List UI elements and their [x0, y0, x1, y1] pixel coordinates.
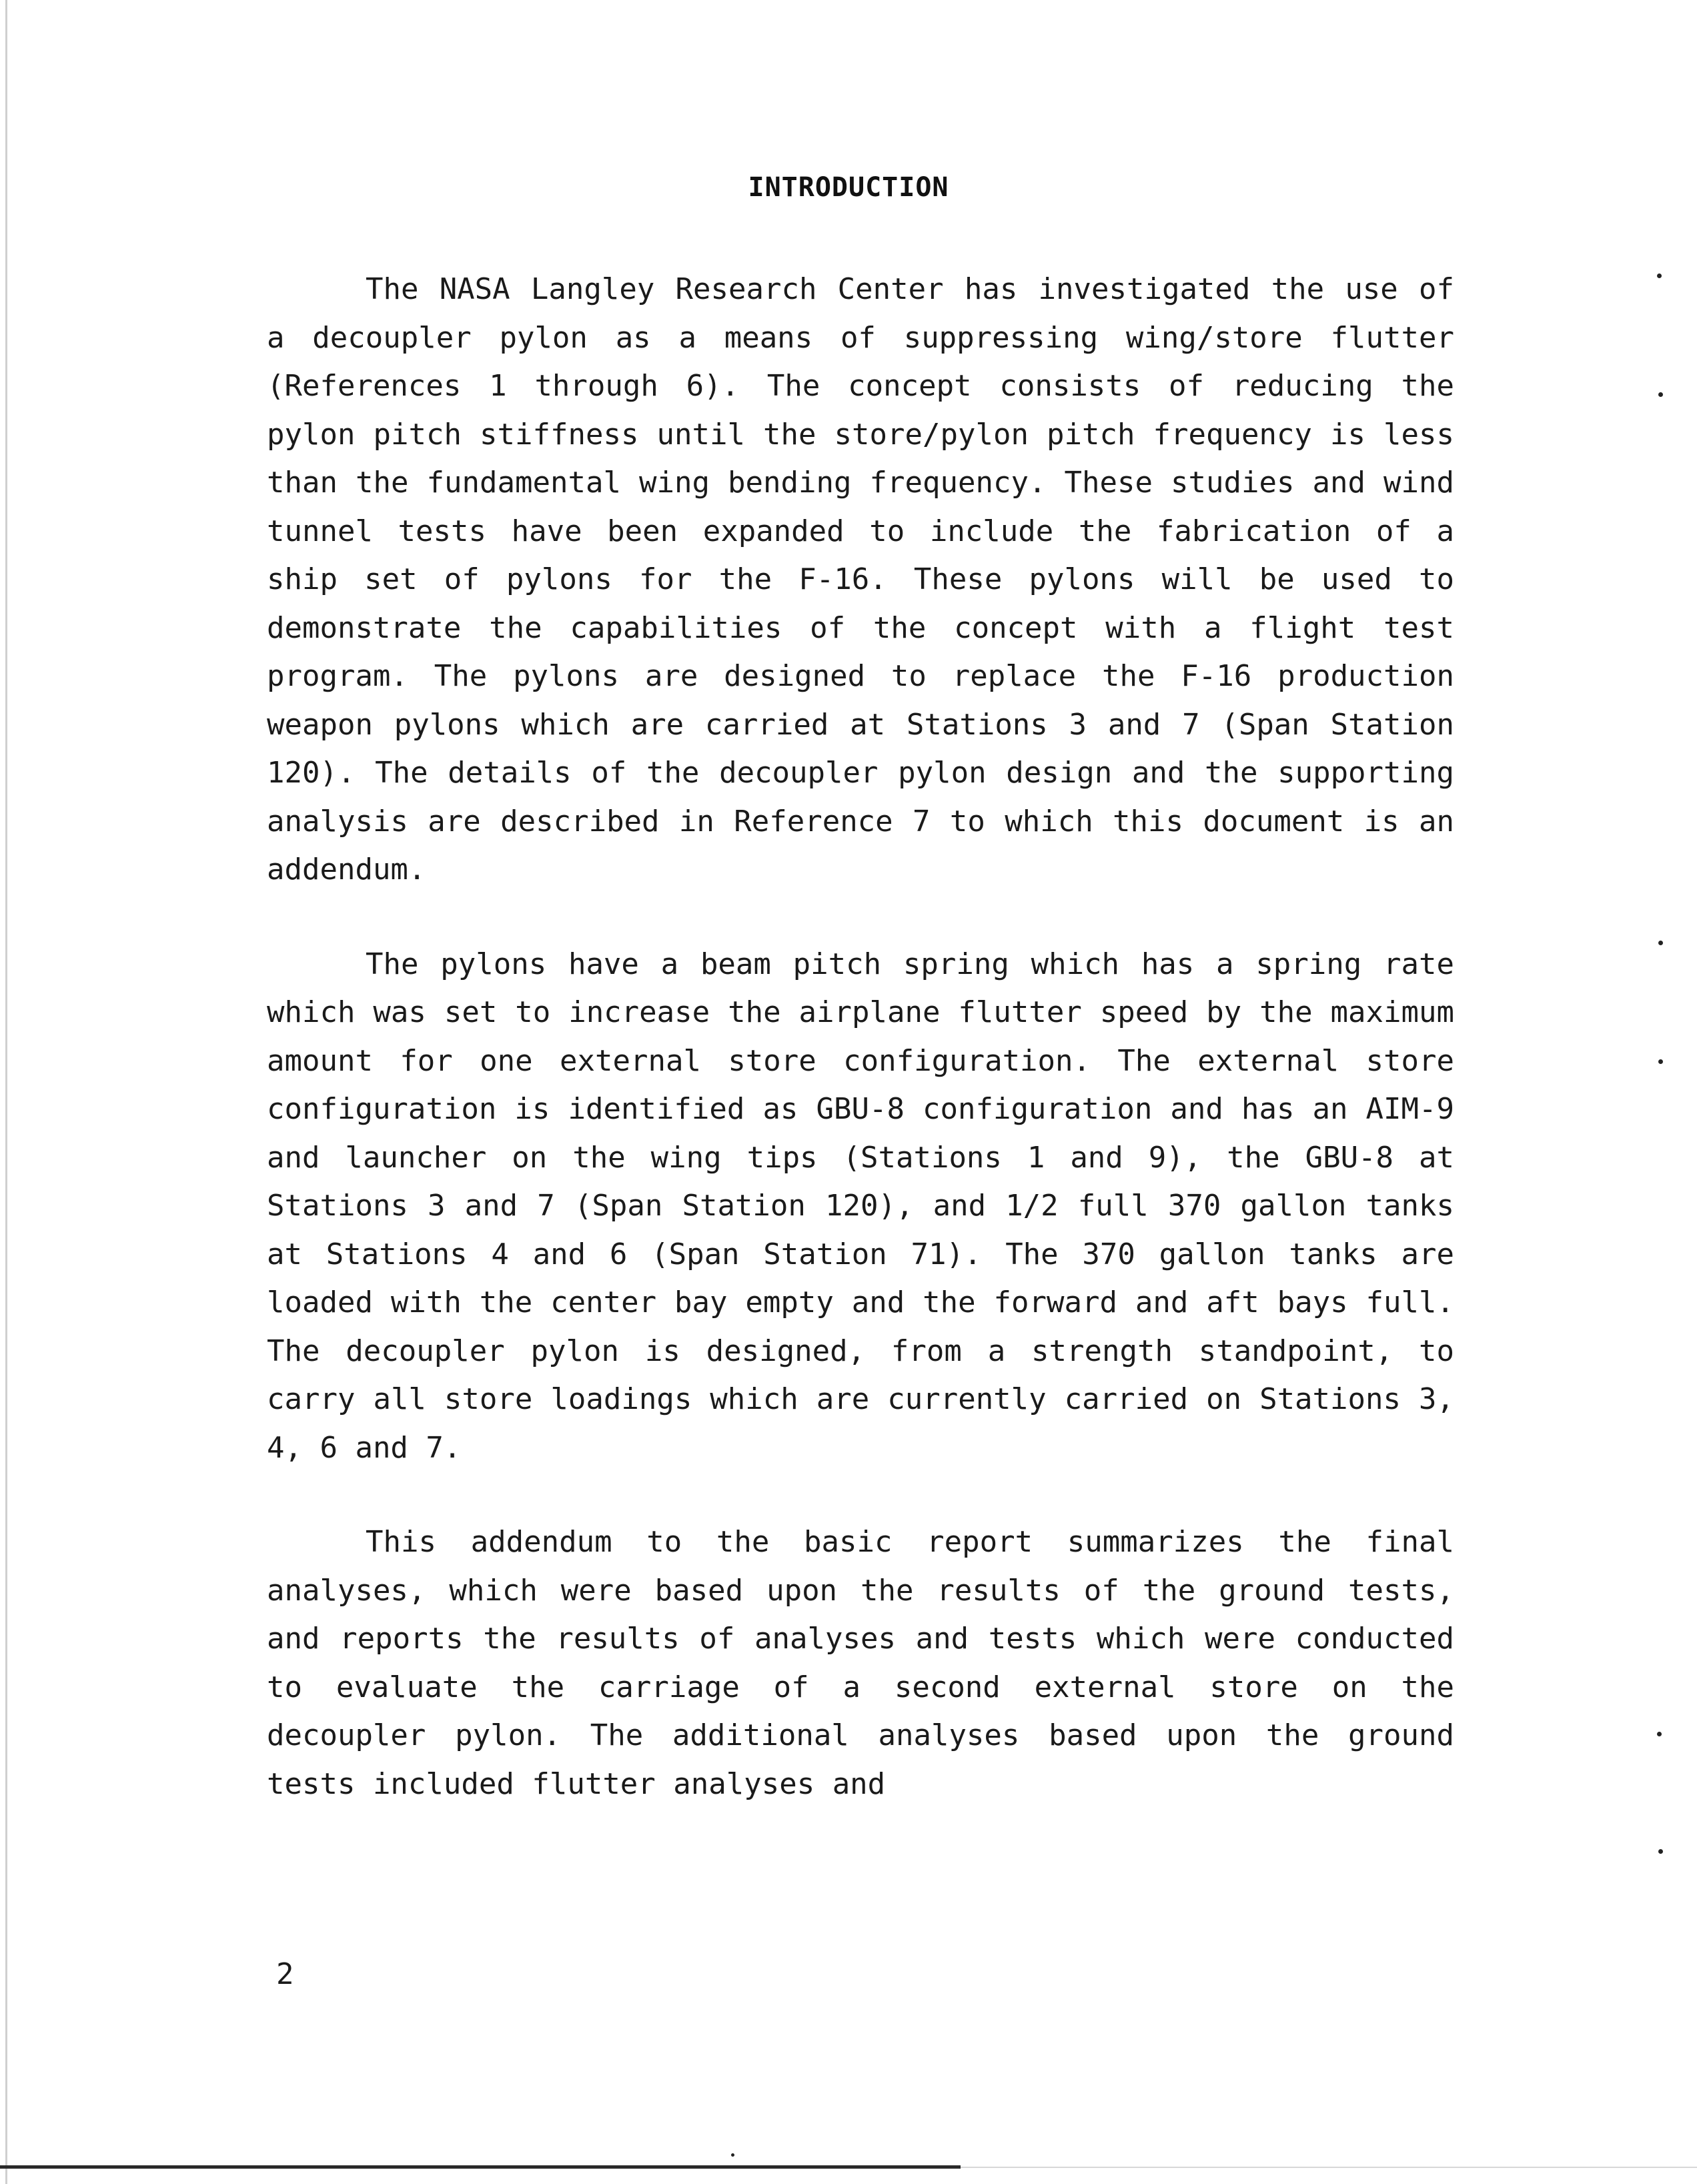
section-title: INTRODUCTION: [748, 172, 949, 203]
page-bottom-rule-faint: [961, 2167, 1697, 2168]
scan-left-edge: [5, 0, 7, 2184]
scan-speck: [1658, 1059, 1663, 1064]
paragraph-3: This addendum to the basic report summarizes the final analyses, which were based upon the results of the ground tests, and reports the results of analyses and tests which were conducted to evaluate the carriage of a second external store on the decoupler pylon. The additional analyses based upon the ground tests included flutter analyses and: [267, 1525, 1454, 1801]
scan-speck: [1657, 1732, 1662, 1736]
scan-speck: [1658, 1849, 1663, 1854]
scan-speck: [1658, 392, 1663, 397]
page-bottom-rule: [0, 2165, 961, 2169]
paragraph-1: The NASA Langley Research Center has investigated the use of a decoupler pylon as a means of suppressing wing/store flutter (References 1 through 6). The concept consists of reducing the pylon pitch stiffness until the store/pylon pitch frequency is less than the fundamental wing bending frequency. These studies and wind tunnel tests have been expanded to include the fabrication of a ship set of pylons for the F-16. These pylons will be used to demonstrate the capabilities of the concept with a flight test program. The pylons are designed to replace the F-16 production weapon pylons which are carried at Stations 3 and 7 (Span Station 120). The details of the decoupler pylon design and the supporting analysis are described in Reference 7 to which this document is an addendum.: [267, 272, 1454, 887]
paragraph-2: The pylons have a beam pitch spring which has a spring rate which was set to increase the airplane flutter speed by the maximum amount for one external store configuration. The external store configuration is identified as GBU-8 configuration and has an AIM-9 and launcher on the wing tips (Stations 1 and 9), the GBU-8 at Stations 3 and 7 (Span Station 120), and 1/2 full 370 gallon tanks at Stations 4 and 6 (Span Station 71). The 370 gallon tanks are loaded with the center bay empty and the forward and aft bays full. The decoupler pylon is designed, from a strength standpoint, to carry all store loadings which are currently carried on Stations 3, 4, 6 and 7.: [267, 947, 1454, 1465]
scan-speck: [1657, 274, 1662, 278]
scan-speck: [1658, 941, 1663, 945]
body-text: [267, 265, 1454, 1854]
scan-speck: [731, 2153, 734, 2157]
page-number: 2: [276, 1957, 294, 1991]
